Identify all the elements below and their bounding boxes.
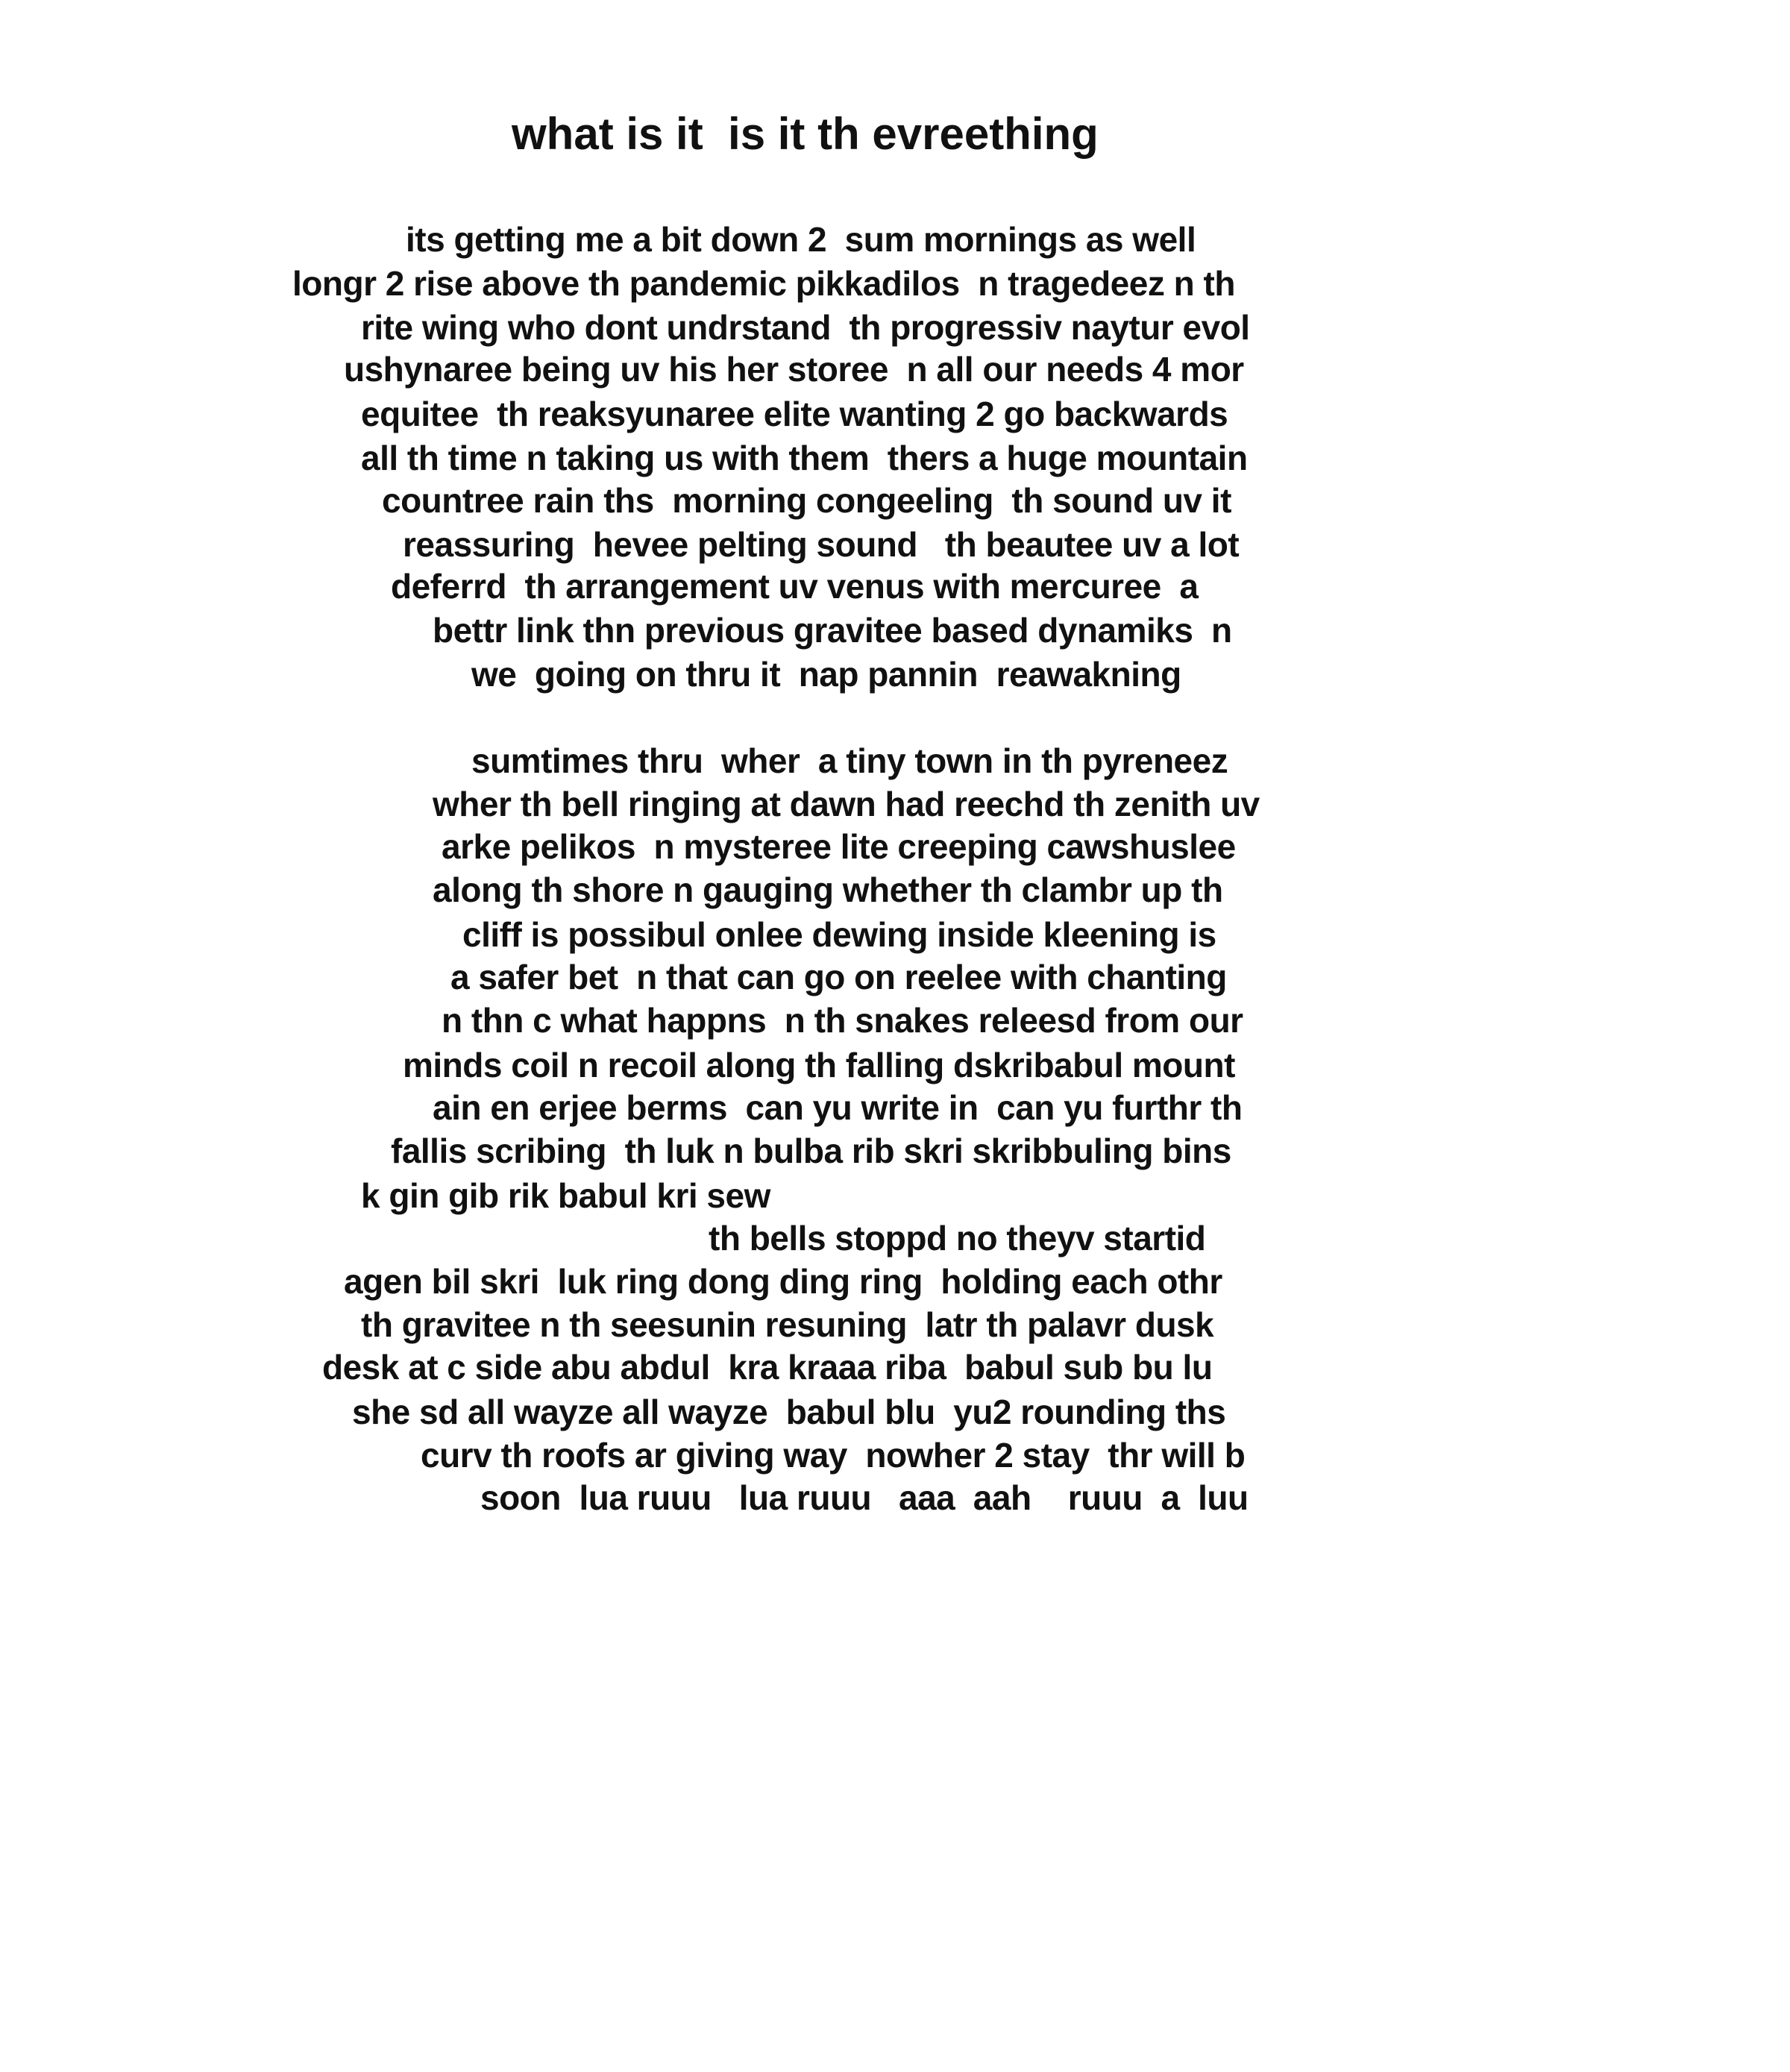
poem-line: its getting me a bit down 2 sum mornings as well bbox=[406, 220, 1196, 259]
poem-line: th gravitee n th seesunin resuning latr th palavr dusk bbox=[361, 1305, 1214, 1344]
poem-line: agen bil skri luk ring dong ding ring holding each othr bbox=[344, 1262, 1222, 1301]
poem-line: deferrd th arrangement uv venus with mercuree a bbox=[391, 567, 1199, 606]
poem-line: k gin gib rik babul kri sew bbox=[361, 1176, 770, 1215]
poem-line: countree rain ths morning congeeling th sound uv it bbox=[382, 481, 1231, 520]
poem-line: longr 2 rise above th pandemic pikkadilos n tragedeez n th bbox=[292, 264, 1235, 303]
poem-line: ushynaree being uv his her storee n all our needs 4 mor bbox=[344, 350, 1244, 389]
poem-line: desk at c side abu abdul kra kraaa riba babul sub bu lu bbox=[322, 1348, 1213, 1387]
poem-line: along th shore n gauging whether th clambr up th bbox=[433, 870, 1223, 909]
poem-line: she sd all wayze all wayze babul blu yu2 rounding ths bbox=[352, 1393, 1226, 1431]
poem-line: curv th roofs ar giving way nowher 2 stay thr will b bbox=[421, 1436, 1246, 1475]
poem-line: wher th bell ringing at dawn had reechd th zenith uv bbox=[433, 785, 1260, 823]
poem-line: all th time n taking us with them thers a huge mountain bbox=[361, 439, 1248, 477]
poem-line: equitee th reaksyunaree elite wanting 2 go backwards bbox=[361, 395, 1228, 433]
poem-line: arke pelikos n mysteree lite creeping cawshuslee bbox=[442, 827, 1236, 866]
poem-line: fallis scribing th luk n bulba rib skri skribbuling bins bbox=[391, 1131, 1231, 1170]
poem-line: we going on thru it nap pannin reawakning bbox=[471, 655, 1181, 694]
poem-line: reassuring hevee pelting sound th beautee uv a lot bbox=[403, 525, 1240, 564]
poem-line: a safer bet n that can go on reelee with chanting bbox=[450, 958, 1227, 996]
poem-line: soon lua ruuu lua ruuu aaa aah ruuu a luu bbox=[480, 1478, 1249, 1517]
poem-line: rite wing who dont undrstand th progressiv naytur evol bbox=[361, 308, 1250, 347]
poem-line: th bells stoppd no theyv startid bbox=[709, 1219, 1206, 1258]
poem-line: n thn c what happns n th snakes releesd from our bbox=[442, 1001, 1243, 1040]
poem-title: what is it is it th evreething bbox=[512, 109, 1099, 159]
poem-line: bettr link thn previous gravitee based dynamiks n bbox=[433, 611, 1232, 650]
poem-line: ain en erjee berms can yu write in can yu furthr th bbox=[433, 1088, 1243, 1127]
poem-line: sumtimes thru wher a tiny town in th pyreneez bbox=[471, 741, 1228, 780]
poem-line: cliff is possibul onlee dewing inside kleening is bbox=[462, 915, 1216, 954]
poem-line: minds coil n recoil along th falling dskribabul mount bbox=[403, 1046, 1235, 1084]
